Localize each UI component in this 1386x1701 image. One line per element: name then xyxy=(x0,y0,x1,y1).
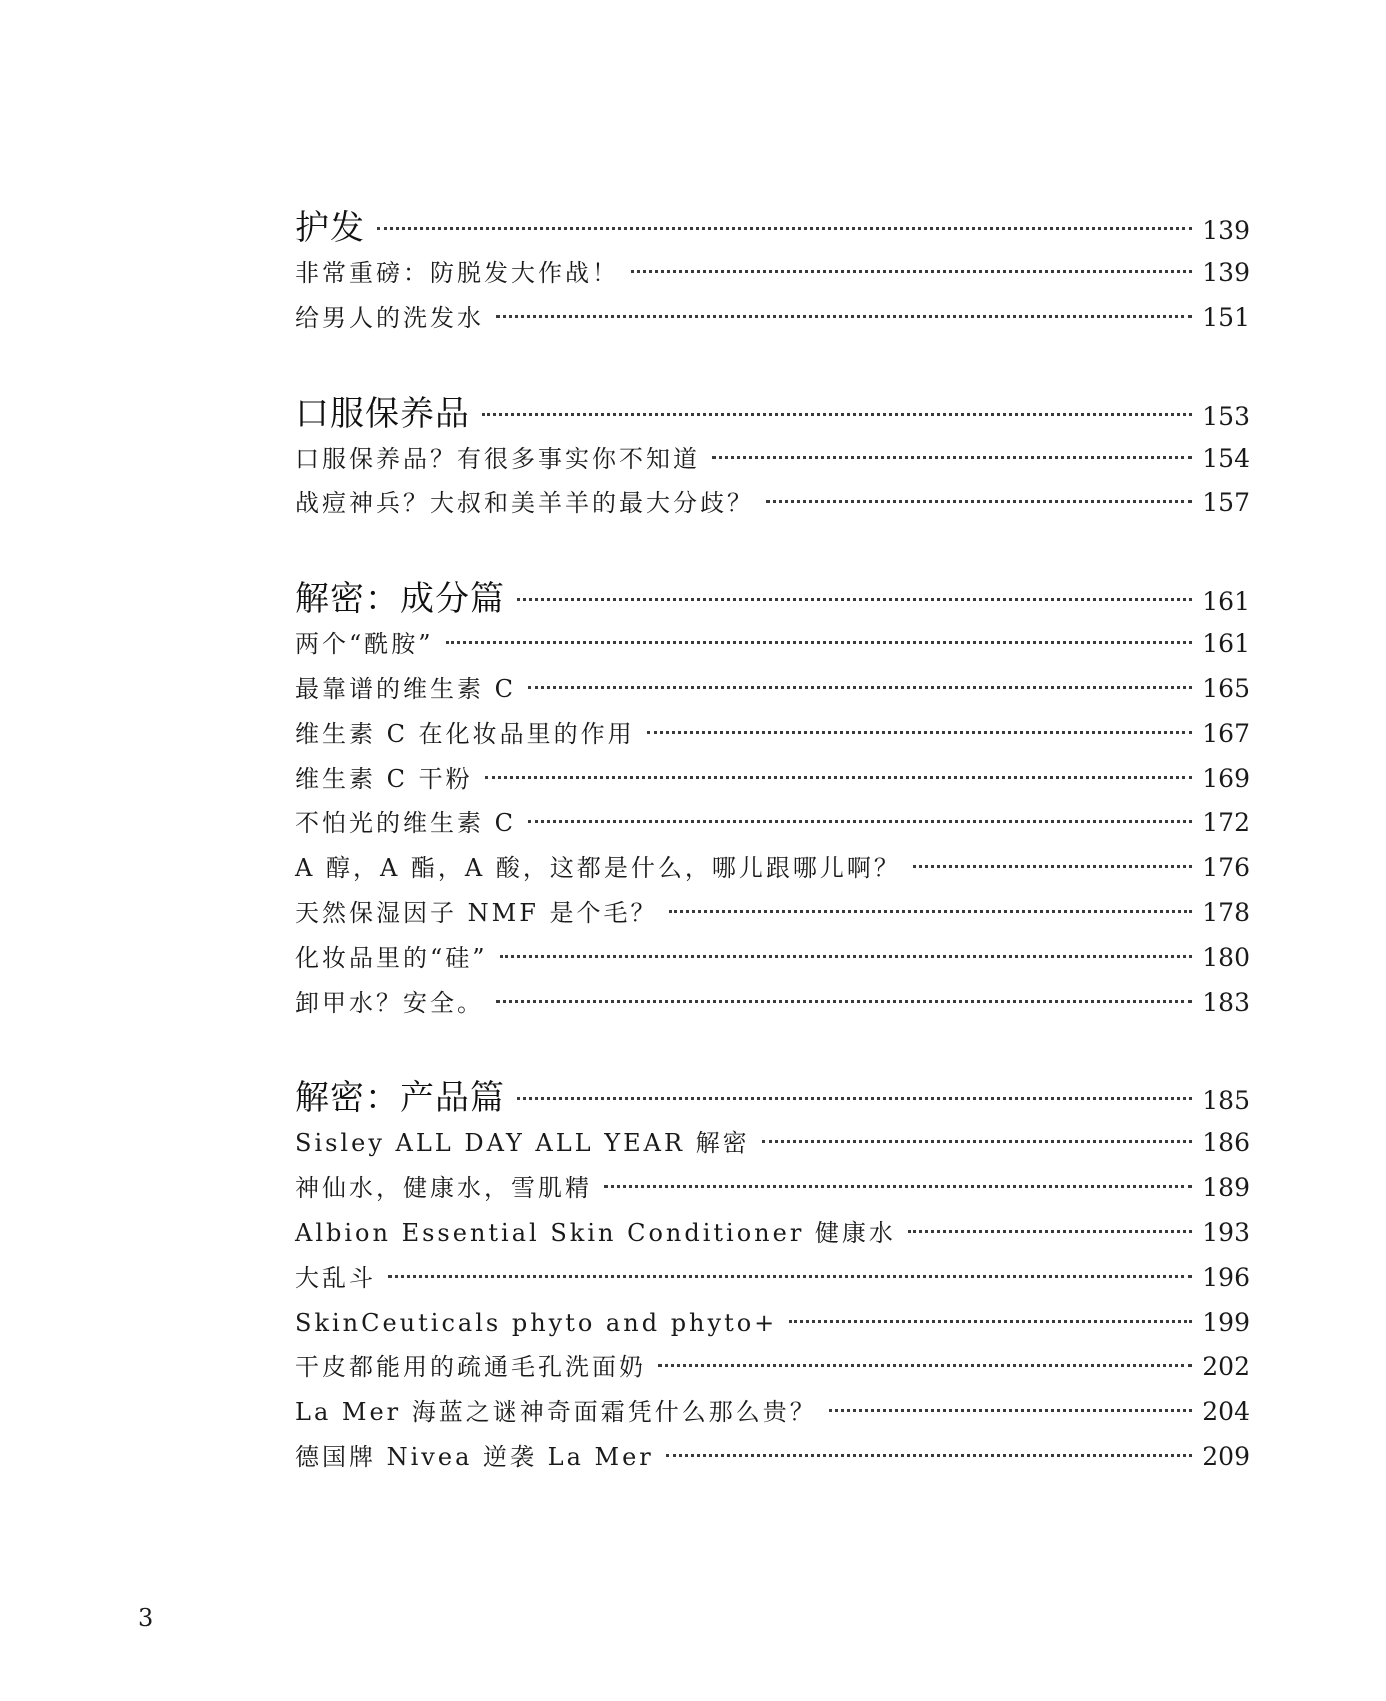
dot-leader xyxy=(658,1364,1192,1367)
toc-entry[interactable] xyxy=(295,891,1250,936)
entry-title: 维生素 C 干粉 xyxy=(295,764,473,793)
page-number: 154 xyxy=(1202,443,1250,473)
page-number: 209 xyxy=(1202,1441,1250,1471)
dot-leader xyxy=(446,641,1193,644)
page-number: 189 xyxy=(1202,1173,1250,1203)
section-title: 解密：成分篇 xyxy=(295,579,505,620)
entry-title: 非常重磅：防脱发大作战！ xyxy=(295,259,619,287)
page-number: 161 xyxy=(1202,629,1250,659)
entry-title: 最靠谱的维生素 C xyxy=(295,674,516,703)
toc-entry[interactable] xyxy=(295,1390,1250,1435)
toc-entry[interactable] xyxy=(295,1345,1250,1390)
toc-section-hair-care xyxy=(295,205,1250,341)
entry-title: 天然保湿因子 NMF 是个毛？ xyxy=(295,898,658,927)
toc-entry[interactable] xyxy=(295,1211,1250,1256)
page-number: 204 xyxy=(1202,1397,1250,1427)
entry-title: 神仙水，健康水，雪肌精 xyxy=(295,1174,592,1203)
entry-title: 维生素 C 在化妆品里的作用 xyxy=(295,719,635,748)
toc-entry[interactable] xyxy=(295,846,1250,891)
entry-title: La Mer 海蓝之谜神奇面霜凭什么那么贵？ xyxy=(295,1398,817,1427)
entry-title: 卸甲水？安全。 xyxy=(295,988,484,1017)
section-title: 护发 xyxy=(295,208,365,248)
page-number: 186 xyxy=(1202,1128,1250,1158)
toc-entry[interactable] xyxy=(295,1256,1250,1301)
page-number: 151 xyxy=(1202,302,1250,332)
dot-leader xyxy=(913,865,1192,868)
page-number: 180 xyxy=(1202,942,1250,972)
toc-entry[interactable] xyxy=(295,622,1250,667)
dot-leader xyxy=(631,270,1192,273)
dot-leader xyxy=(528,820,1192,823)
dot-leader xyxy=(496,1000,1192,1003)
toc-section-ingredients xyxy=(295,576,1250,1025)
entry-title: Sisley ALL DAY ALL YEAR 解密 xyxy=(295,1129,750,1158)
page-number: 176 xyxy=(1202,853,1250,883)
entry-title: 两个“酰胺” xyxy=(295,630,434,659)
dot-leader xyxy=(908,1230,1192,1233)
entry-title: SkinCeuticals phyto and phyto+ xyxy=(295,1308,778,1337)
section-title: 解密：产品篇 xyxy=(295,1078,505,1119)
dot-leader xyxy=(482,413,1192,416)
page-number: 157 xyxy=(1202,488,1250,518)
toc-entry[interactable] xyxy=(295,936,1250,981)
entry-title: 给男人的洗发水 xyxy=(295,303,484,332)
dot-leader xyxy=(647,731,1193,734)
toc-entry[interactable] xyxy=(295,801,1250,846)
page-number: 169 xyxy=(1202,763,1250,793)
dot-leader xyxy=(669,910,1192,913)
dot-leader xyxy=(789,1320,1192,1323)
dot-leader xyxy=(666,1454,1193,1457)
page-number: 178 xyxy=(1202,897,1250,927)
page-number: 202 xyxy=(1202,1352,1250,1382)
toc-entry[interactable] xyxy=(295,437,1250,482)
page-number: 199 xyxy=(1202,1307,1250,1337)
toc-entry[interactable] xyxy=(295,481,1250,526)
page-number: 161 xyxy=(1202,587,1250,617)
dot-leader xyxy=(517,598,1192,601)
toc-entry[interactable] xyxy=(295,712,1250,757)
page-number: 153 xyxy=(1202,401,1250,431)
dot-leader xyxy=(604,1185,1192,1188)
toc-entry[interactable] xyxy=(295,981,1250,1026)
toc-entry[interactable] xyxy=(295,296,1250,341)
toc-section-products xyxy=(295,1075,1250,1479)
entry-title: A 醇，A 酯，A 酸，这都是什么，哪儿跟哪儿啊？ xyxy=(295,854,901,883)
page-number: 165 xyxy=(1202,673,1250,703)
entry-title: Albion Essential Skin Conditioner 健康水 xyxy=(295,1218,896,1247)
entry-title: 大乱斗 xyxy=(295,1263,376,1292)
toc-entry[interactable] xyxy=(295,1121,1250,1166)
dot-leader xyxy=(388,1275,1192,1278)
dot-leader xyxy=(829,1409,1193,1412)
entry-title: 口服保养品？有很多事实你不知道 xyxy=(295,444,700,473)
dot-leader xyxy=(377,227,1192,230)
section-title: 口服保养品 xyxy=(295,393,470,434)
page-number: 172 xyxy=(1202,808,1250,838)
table-of-contents xyxy=(295,205,1250,1530)
page-number: 185 xyxy=(1202,1086,1250,1116)
page-number: 139 xyxy=(1202,216,1250,245)
toc-entry[interactable] xyxy=(295,1166,1250,1211)
toc-section-oral-supplements xyxy=(295,391,1250,527)
entry-title: 战痘神兵？大叔和美羊羊的最大分歧？ xyxy=(295,489,754,518)
page-number: 196 xyxy=(1202,1262,1250,1292)
dot-leader xyxy=(517,1097,1192,1100)
dot-leader xyxy=(712,456,1192,459)
dot-leader xyxy=(762,1140,1193,1143)
dot-leader xyxy=(766,500,1192,503)
page-number: 139 xyxy=(1202,258,1250,287)
toc-entry[interactable] xyxy=(295,667,1250,712)
dot-leader xyxy=(496,315,1192,318)
entry-title: 德国牌 Nivea 逆袭 La Mer xyxy=(295,1442,654,1471)
section-heading[interactable] xyxy=(295,576,1250,622)
page-number: 193 xyxy=(1202,1217,1250,1247)
section-heading[interactable] xyxy=(295,205,1250,251)
toc-entry[interactable] xyxy=(295,757,1250,802)
entry-title: 干皮都能用的疏通毛孔洗面奶 xyxy=(295,1353,646,1382)
section-heading[interactable] xyxy=(295,1075,1250,1121)
page-number: 183 xyxy=(1202,987,1250,1017)
page-number: 167 xyxy=(1202,718,1250,748)
toc-entry[interactable] xyxy=(295,251,1250,296)
dot-leader xyxy=(485,776,1193,779)
dot-leader xyxy=(500,955,1193,958)
page-folio-number: 3 xyxy=(138,1604,154,1632)
entry-title: 化妆品里的“硅” xyxy=(295,943,488,972)
entry-title: 不怕光的维生素 C xyxy=(295,809,516,838)
section-heading[interactable] xyxy=(295,391,1250,437)
dot-leader xyxy=(528,686,1192,689)
toc-entry[interactable] xyxy=(295,1435,1250,1480)
toc-entry[interactable] xyxy=(295,1301,1250,1346)
